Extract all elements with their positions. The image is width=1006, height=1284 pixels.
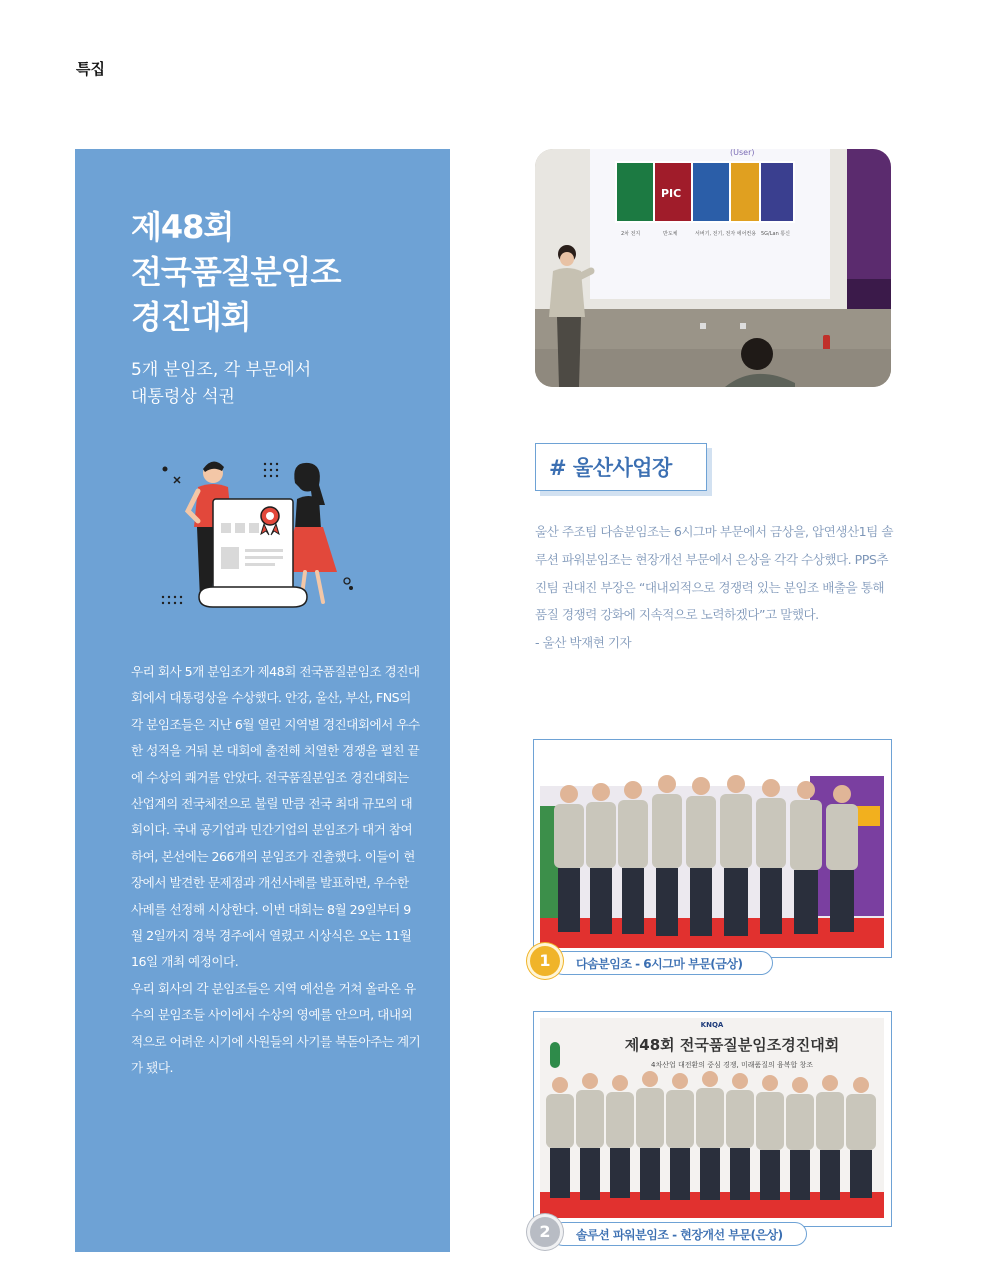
title-line: 전국품질분임조 (131, 253, 341, 291)
gold-medal-icon: 1 (530, 946, 560, 976)
title-line: 경진대회 (131, 298, 251, 336)
photo-caption: 다솜분임조 - 6시그마 부문(금상) (551, 951, 773, 975)
subtitle-line: 5개 분임조, 각 부문에서 (131, 360, 312, 380)
team-photo-gold (540, 746, 884, 948)
reporter-byline: - 울산 박재현 기자 (535, 635, 632, 651)
knqa-logo: KNQA (700, 1021, 724, 1029)
feature-body (131, 659, 421, 1082)
presentation-photo (535, 149, 891, 387)
section-tag: 특집 (76, 60, 105, 78)
banner-subtitle: 4차산업 대전환의 중심 경쟁, 미래품질의 융복합 창조 (650, 1061, 814, 1069)
award-certificate-illustration (155, 449, 365, 619)
photo-caption: 솔루션 파워분임조 - 현장개선 부문(은상) (551, 1222, 807, 1246)
slide-label: 서버기, 전기, 전자 에어컨용 (695, 231, 757, 237)
ulsan-paragraph: 울산 주조팀 다솜분임조는 6시그마 부문에서 금상을, 압연생산1팀 솔루션 파워분임조는 현장개선 부문에서 은상을 각각 수상했다. PPS추진팀 권대진 부장은 “대내외적으로 경쟁력 있는 분임조 배출을 통해 품질 경쟁력 강화에 지속적으로 노력하겠다”고 말했다. (535, 524, 894, 623)
ulsan-article (535, 518, 895, 657)
subtitle-line: 대통령상 석권 (131, 387, 235, 407)
slide-label: 5G/Lan 통신 (761, 231, 791, 237)
slide-heading: (User) (730, 149, 755, 157)
banner-title: 제48회 전국품질분임조경진대회 (624, 1036, 840, 1054)
slide-logo: PIC (661, 187, 682, 200)
body-paragraph: 우리 회사의 각 분임조들은 지역 예선을 거쳐 올라온 유수의 분임조들 사이에서 수상의 영예를 안으며, 대내외적으로 어려운 시기에 사원들의 사기를 북돋아주는 계기가 됐다. (131, 980, 421, 1076)
silver-medal-icon: 2 (530, 1217, 560, 1247)
feature-title (131, 205, 340, 340)
ulsan-heading: # 울산사업장 (549, 456, 672, 480)
title-line: 제48회 (131, 208, 234, 246)
section-heading-box (535, 443, 707, 491)
feature-subtitle (131, 357, 311, 411)
feature-panel (75, 149, 450, 1252)
slide-label: 반도체 (663, 231, 678, 237)
slide-label: 2차 전지 (621, 231, 641, 237)
team-photo-silver (540, 1018, 884, 1218)
body-paragraph: 우리 회사 5개 분임조가 제48회 전국품질분임조 경진대회에서 대통령상을 수상했다. 안강, 울산, 부산, FNS의 각 분임조들은 지난 6월 열린 지역별 경진대회에서 우수한 성적을 거둬 본 대회에 출전해 치열한 경쟁을 펼친 끝에 수상의 쾌거를 안았다. 전국품질분임조 경진대회는 산업계의 전국체전으로 불릴 만큼 전국 최대 규모의 대회이다. 국내 공기업과 민간기업의 분임조가 대거 참여하여, 본선에는 266개의 분임조가 진출했다. 이들이 현장에서 발견한 문제점과 개선사례를 발표하면, 우수한 사례를 선정해 시상한다. 이번 대회는 8월 29일부터 9월 2일까지 경북 경주에서 열렸고 시상식은 오는 11월 16일 개최 예정이다. (131, 664, 420, 970)
